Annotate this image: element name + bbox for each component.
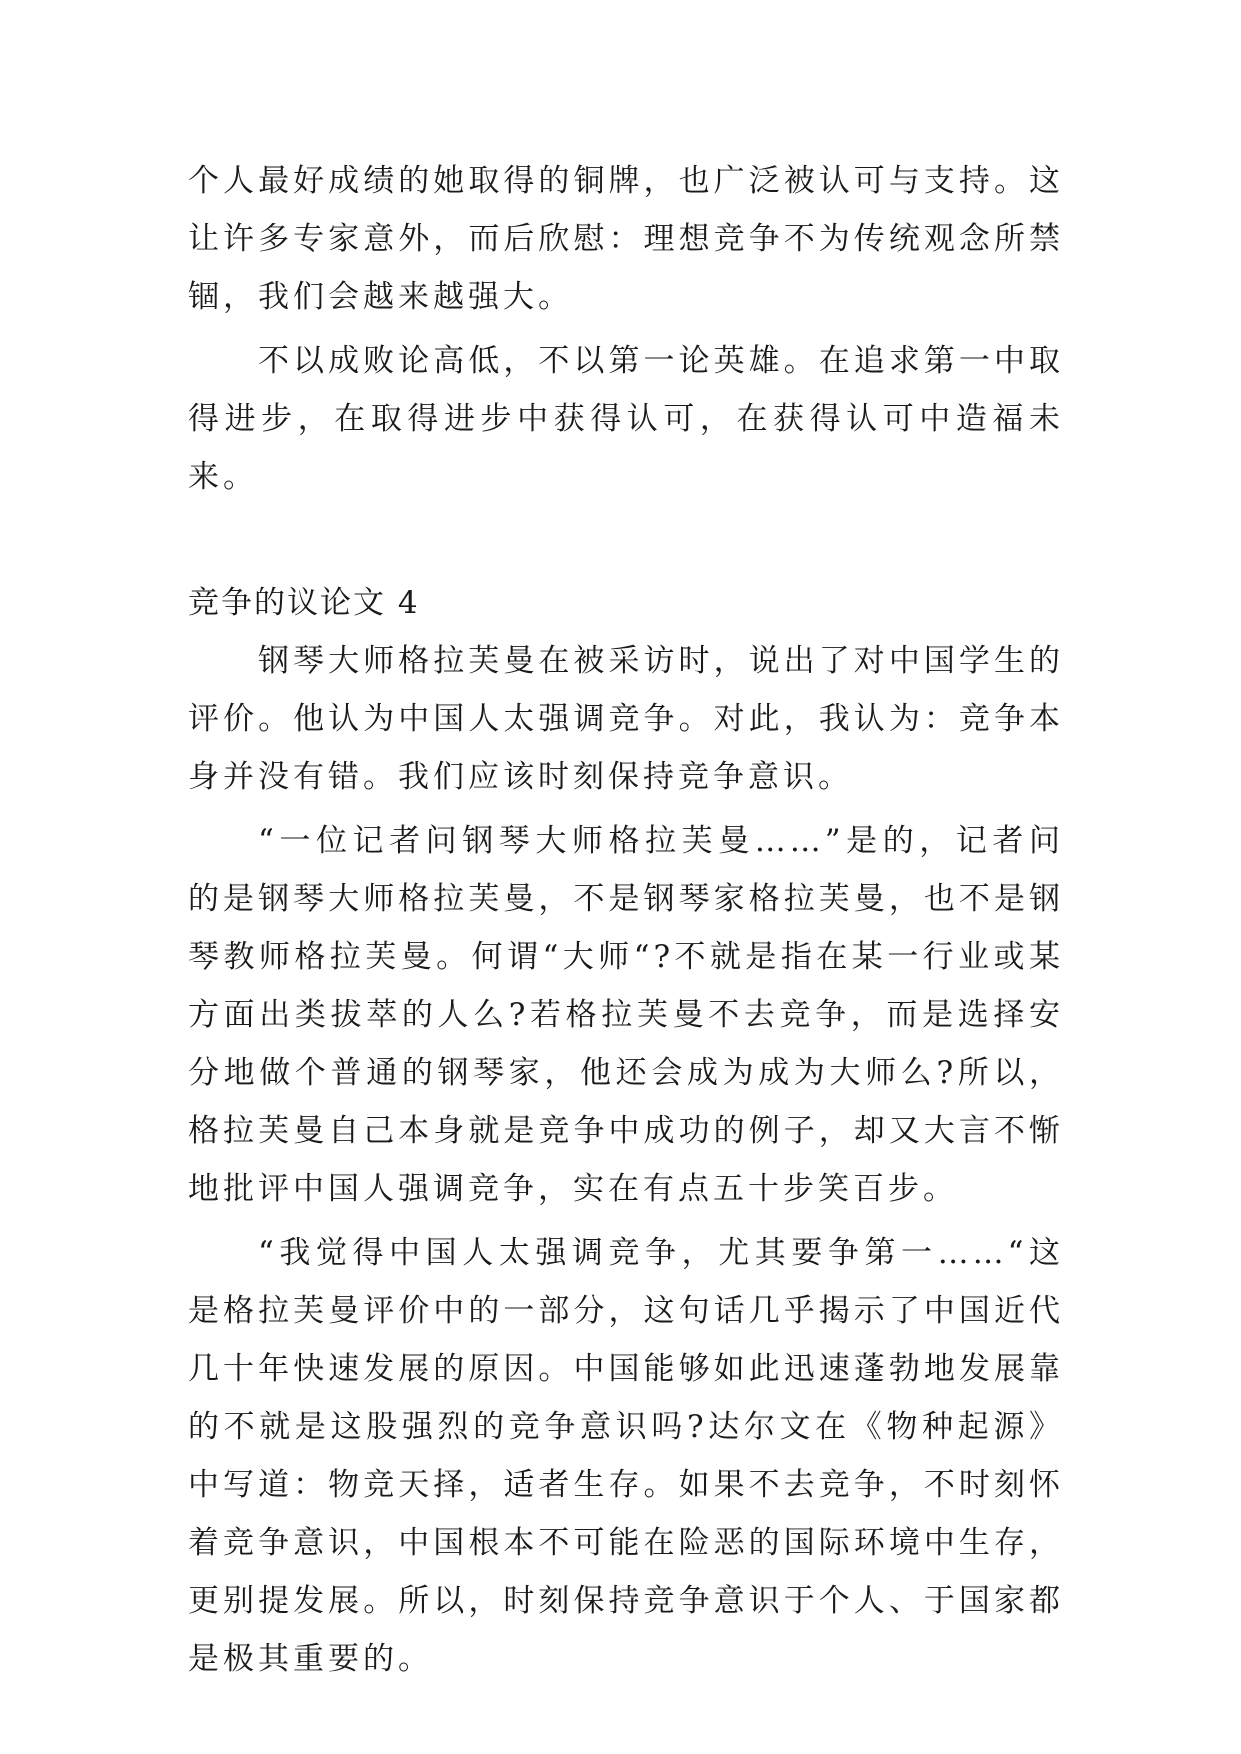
paragraph: 钢琴大师格拉芙曼在被采访时，说出了对中国学生的评价。他认为中国人太强调竞争。对此，我认为：竞争本身并没有错。我们应该时刻保持竞争意识。 xyxy=(188,643,1064,795)
paragraph: 不以成败论高低，不以第一论英雄。在追求第一中取得进步，在取得进步中获得认可，在获得认可中造福未来。 xyxy=(188,343,1064,495)
paragraph-continued: 个人最好成绩的她取得的铜牌，也广泛被认可与支持。这让许多专家意外，而后欣慰：理想竞争不为传统观念所禁锢，我们会越来越强大。 xyxy=(188,163,1064,315)
document-page xyxy=(188,152,1064,1688)
section-heading: 竞争的议论文 4 xyxy=(188,585,420,621)
paragraph: “一位记者问钢琴大师格拉芙曼……”是的，记者问的是钢琴大师格拉芙曼，不是钢琴家格拉芙曼，也不是钢琴教师格拉芙曼。何谓“大师“?不就是指在某一行业或某方面出类拔萃的人么?若格拉芙曼不去竞争，而是选择安分地做个普通的钢琴家，他还会成为成为大师么?所以，格拉芙曼自己本身就是竞争中成功的例子，却又大言不惭地批评中国人强调竞争，实在有点五十步笑百步。 xyxy=(188,823,1064,1207)
paragraph: “我觉得中国人太强调竞争，尤其要争第一……“这是格拉芙曼评价中的一部分，这句话几乎揭示了中国近代几十年快速发展的原因。中国能够如此迅速蓬勃地发展靠的不就是这股强烈的竞争意识吗?达尔文在《物种起源》中写道：物竞天择，适者生存。如果不去竞争，不时刻怀着竞争意识，中国根本不可能在险恶的国际环境中生存，更别提发展。所以，时刻保持竞争意识于个人、于国家都是极其重要的。 xyxy=(188,1235,1064,1677)
